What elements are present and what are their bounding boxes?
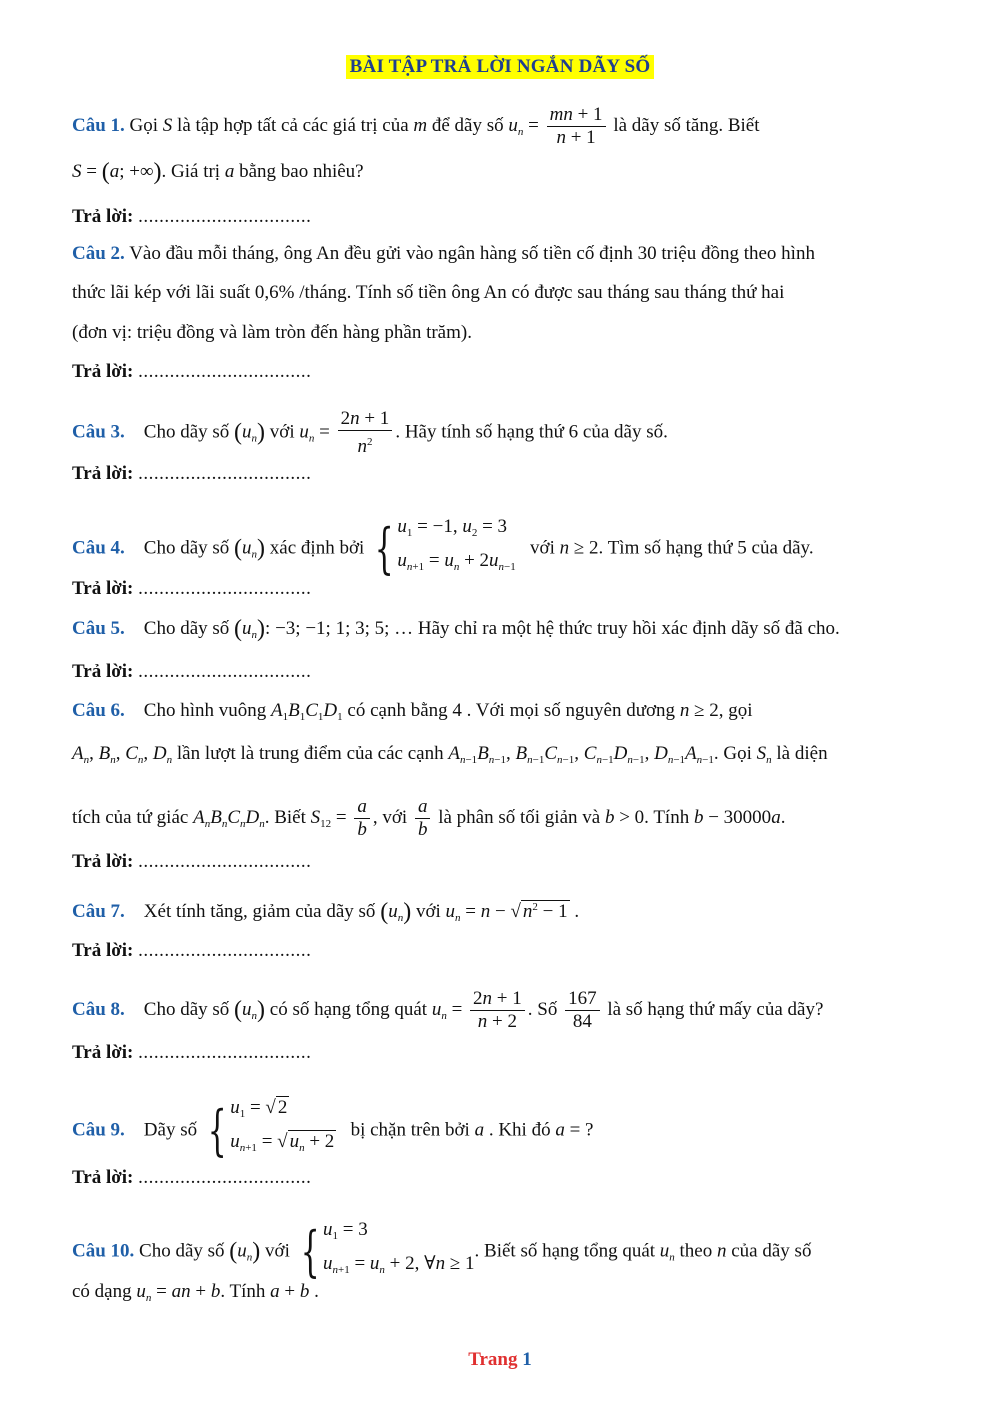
answer-2: Trả lời: .................................	[72, 361, 312, 382]
question-2-label: Câu 2.	[72, 243, 125, 264]
question-10-line-2: có dạng $u_n$ = an + b. Tính a + b .	[72, 1281, 319, 1304]
question-7: Câu 7. Xét tính tăng, giảm của dãy số $(u_n)$ với $u_n = n$ − √ $n^2 - 1$ .	[72, 899, 580, 925]
page-footer: Trang 1	[468, 1349, 532, 1370]
question-1-label: Câu 1.	[72, 114, 125, 136]
answer-9: Trả lời: .................................	[72, 1167, 312, 1188]
answer-6: Trả lời: .................................	[72, 851, 312, 872]
question-6-label: Câu 6.	[72, 700, 125, 721]
formula-un-fraction: $\frac{mn + 1}{n + 1}$	[547, 104, 606, 149]
answer-8: Trả lời: .................................	[72, 1042, 312, 1063]
question-1-line-2: S = (a; +∞). Giá trị a bằng bao nhiêu?	[72, 159, 364, 185]
page-number: 1	[522, 1349, 532, 1370]
question-4: Câu 4. Cho dãy số $(u_n)$ xác định bởi { $u_1 = -1$, $u_2 = 3$ $u_{n+1} = u_n + 2u_{n-1}$ với n ≥ 2. Tìm số hạng thứ 5 của dãy.	[72, 517, 814, 581]
question-6-line-3: tích của tứ giác $A_nB_nC_nD_n$. Biết $S_{12}$ = $\frac{a}{b}$ , với $\frac{a}{b}$ là phân số tối giản và b > 0. Tính b − 30000a.	[72, 796, 786, 840]
answer-4: Trả lời: .................................	[72, 578, 312, 599]
answer-1: Trả lời: .................................	[72, 206, 312, 227]
question-1-line-1: Câu 1. Gọi S là tập hợp tất cả các giá trị của m để dãy số $u_n$ = $\frac{mn + 1}{n + 1}$ là dãy số tăng. Biết	[72, 104, 760, 148]
system-q10: $u_1 = 3$ $u_{n+1} = u_n + 2$, ∀n ≥ 1	[322, 1219, 475, 1276]
page-title: BÀI TẬP TRẢ LỜI NGẮN DÃY SỐ	[346, 55, 655, 79]
question-8: Câu 8. Cho dãy số $(u_n)$ có số hạng tổng quát $u_n$ = $\frac{2n + 1}{n + 2}$ . Số $\frac{167}{84}$ là số hạng thứ mấy của dãy?	[72, 988, 824, 1032]
question-5: Câu 5. Cho dãy số $(u_n)$: −3; −1; 1; 3; 5; … Hãy chỉ ra một hệ thức truy hồi xác định dãy số đã cho.	[72, 616, 840, 642]
answer-3: Trả lời: .................................	[72, 463, 312, 484]
question-2-line-1: Câu 2. Vào đầu mỗi tháng, ông An đều gửi vào ngân hàng số tiền cố định 30 triệu đồng theo hình	[72, 243, 815, 264]
system-q4: $u_1 = -1$, $u_2 = 3$ $u_{n+1} = u_n + 2u_{n-1}$	[397, 516, 516, 573]
question-9: Câu 9. Dãy số { $u_1$ = √ 2 $u_{n+1}$ = √ $u_n + 2$ bị chặn trên bởi a . Khi đó a = ?	[72, 1100, 593, 1162]
answer-7: Trả lời: .................................	[72, 940, 312, 961]
question-4-label: Câu 4.	[72, 537, 125, 559]
question-6-line-1: Câu 6. Cho hình vuông $A_1B_1C_1D_1$ có cạnh bằng 4 . Với mọi số nguyên dương n ≥ 2, gọi	[72, 700, 753, 723]
question-2-line-2: thức lãi kép với lãi suất 0,6% /tháng. Tính số tiền ông An có được sau tháng sau tháng thứ hai	[72, 282, 785, 303]
question-5-label: Câu 5.	[72, 618, 125, 639]
question-3-label: Câu 3.	[72, 421, 125, 443]
question-3: Câu 3. Cho dãy số $(u_n)$ với $u_n$ = $\frac{2n + 1}{n^2}$ . Hãy tính số hạng thứ 6 của dãy số.	[72, 408, 668, 457]
answer-5: Trả lời: .................................	[72, 661, 312, 682]
title-row	[0, 55, 1000, 79]
question-7-label: Câu 7.	[72, 901, 125, 922]
question-10-line-1: Câu 10. Cho dãy số $(u_n)$ với { $u_1 = 3$ $u_{n+1} = u_n + 2$, ∀n ≥ 1 . Biết số hạng tổng quát $u_n$ theo n của dãy số	[72, 1220, 811, 1284]
formula-q3-fraction: $\frac{2n + 1}{n^2}$	[338, 408, 393, 458]
question-9-label: Câu 9.	[72, 1119, 125, 1141]
system-q9: $u_1$ = √ 2 $u_{n+1}$ = √ $u_n + 2$	[230, 1097, 335, 1154]
question-2-line-3: (đơn vị: triệu đồng và làm tròn đến hàng phần trăm).	[72, 322, 472, 343]
question-10-label: Câu 10.	[72, 1240, 135, 1262]
question-6-line-2: $A_n$, $B_n$, $C_n$, $D_n$ lần lượt là trung điểm của các cạnh $A_{n-1}B_{n-1}$, $B_{n-1}C_{n-1}$, $C_{n-1}D_{n-1}$, $D_{n-1}A_{n-1}$. Gọi $S_n$ là diện	[72, 743, 828, 766]
question-8-label: Câu 8.	[72, 998, 125, 1020]
